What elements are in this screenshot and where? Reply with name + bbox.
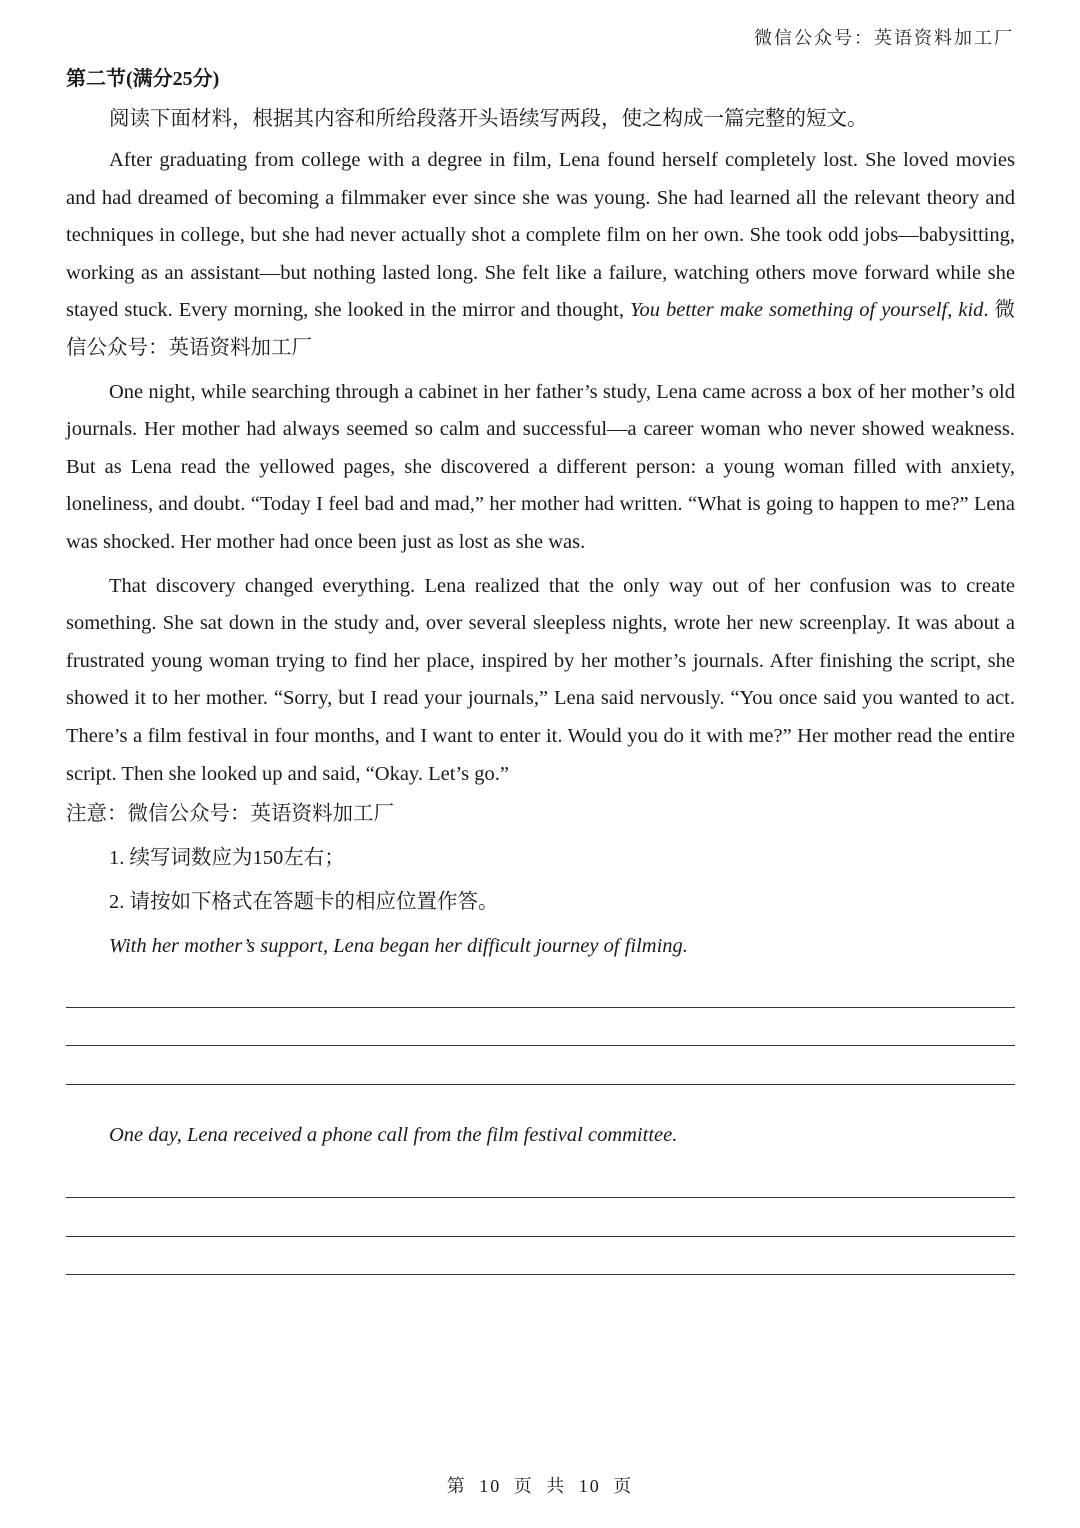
answer-line — [66, 1197, 1015, 1198]
answer-line — [66, 1045, 1015, 1046]
story-paragraph-1 — [66, 142, 1015, 368]
answer-line — [66, 1084, 1015, 1085]
section-instruction: 阅读下面材料，根据其内容和所给段落开头语续写两段，使之构成一篇完整的短文。 — [109, 108, 868, 130]
story-paragraph-1-italic: You better make something of yourself, kid — [629, 299, 984, 322]
note-item-1: 1. 续写词数应为150左右； — [109, 847, 345, 870]
story-paragraph-2: One night, while searching through a cabinet in her father’s study, Lena came across a box of her mother’s old journals. Her mother had always seemed so calm and successful—a career woman who never showed weakness. But as Lena read the yellowed pages, she discovered a different person: a young woman filled with anxiety, loneliness, and doubt. “Today I feel bad and mad,” her mother had written. “What is going to happen to me?” Lena was shocked. Her mother had once been just as lost as she was. — [66, 380, 1015, 553]
continuation-prompt-2: One day, Lena received a phone call from the film festival committee. — [109, 1124, 678, 1146]
main-content — [66, 62, 1015, 961]
note-item-2: 2. 请按如下格式在答题卡的相应位置作答。 — [109, 891, 499, 914]
story-paragraph-3: That discovery changed everything. Lena realized that the only way out of her confusion was to create something. She sat down in the study and, over several sleepless nights, wrote her new screenplay. It was about a frustrated young woman trying to find her place, inspired by her mother’s journals. After finishing the script, she showed it to her mother. “Sorry, but I read your journals,” Lena said nervously. “You once said you wanted to act. There’s a film festival in four months, and I want to enter it. Would you do it with me?” Her mother read the entire script. Then she looked up and said, “Okay. Let’s go.” — [66, 574, 1015, 785]
continuation-prompt-1: With her mother’s support, Lena began her difficult journey of filming. — [109, 935, 688, 958]
page-number: 第 10 页 共 10 页 — [446, 1476, 634, 1496]
story-paragraph-1-end: . 微信公众号：英语资料加工厂 — [66, 299, 1015, 359]
notes-title: 注意：微信公众号：英语资料加工厂 — [66, 803, 394, 826]
section-title: 第二节(满分25分) — [66, 68, 220, 90]
header-watermark-text: 微信公众号：英语资料加工厂 — [754, 28, 1014, 48]
answer-line — [66, 1007, 1015, 1008]
answer-line — [66, 1274, 1015, 1275]
answer-line — [66, 1236, 1015, 1237]
story-paragraph-1-main: After graduating from college with a degree in film, Lena found herself completely lost. She loved movies and had dreamed of becoming a filmmaker ever since she was young. She had learned all the relevant theory and techniques in college, but she had never actually shot a complete film on her own. She took odd jobs—babysitting, working as an assistant—but nothing lasted long. She felt like a failure, watching others move forward while she stayed stuck. Every morning, she looked in the mirror and thought, — [66, 149, 1015, 322]
